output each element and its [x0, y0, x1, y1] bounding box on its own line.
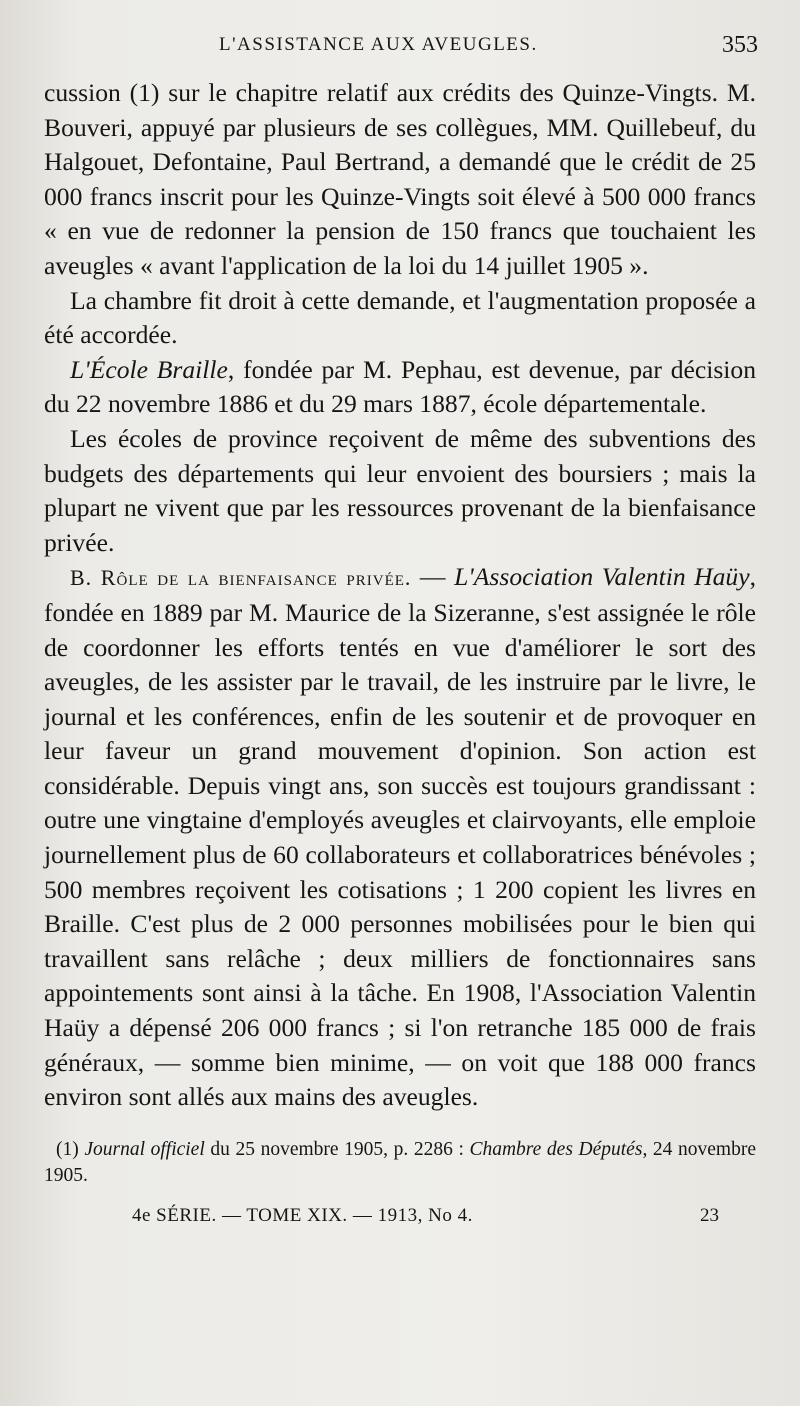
- running-head: [44, 30, 756, 76]
- footnote-journal: Journal officiel: [84, 1138, 205, 1160]
- footnote-text: du 25 novembre 1905, p. 2286 :: [204, 1138, 470, 1160]
- paragraph-3: [44, 353, 756, 422]
- body-text: [44, 76, 756, 1115]
- association-name: L'Association Valentin Haüy: [454, 562, 750, 592]
- paragraph-2: La chambre fit droit à cette demande, et l'augmentation proposée a été accordée.: [44, 285, 756, 350]
- footnote-chambre: Chambre des Députés: [469, 1138, 643, 1160]
- paragraph-4: Les écoles de province reçoivent de même des subventions des budgets des départements qui leur envoient des boursiers ; mais la plupart ne vivent que par les ressources provenant de la bienfaisance privée.: [44, 423, 756, 557]
- section-dash: —: [411, 562, 455, 592]
- sheet-number: 23: [700, 1204, 719, 1226]
- paragraph-5-text: , fondée en 1889 par M. Maurice de la Sizeranne, s'est assignée le rôle de coordonner les efforts tentés en vue d'améliorer le sort des aveugles, de les assister par le travail, de les instruire par le livre, le journal et les conférences, enfin de les soutenir et de provoquer en leur faveur un grand mouvement d'opinion. Son action est considérable. Depuis vingt ans, son succès est toujours grandissant : outre une vingtaine d'employés aveugles et clairvoyants, elle emploie journellement plus de 60 collaborateurs et collaboratrices bénévoles ; 500 membres reçoivent les cotisations ; 1 200 copient les livres en Braille. C'est plus de 2 000 personnes mobilisées pour le bien qui travaillent sans relâche ; deux milliers de fonctionnaires sans appointements sont ainsi à la tâche. En 1908, l'Association Valentin Haüy a dépensé 206 000 francs ; si l'on retranche 185 000 de frais généraux, — somme bien minime, — on voit que 188 000 francs environ sont allés aux mains des aveugles.: [44, 562, 756, 1112]
- paragraph-3-text: , fondée par M. Pephau, est devenue, par décision du 22 novembre 1886 et du 29 mars 1887, école départementale.: [44, 354, 756, 419]
- footnote: [44, 1137, 756, 1189]
- paragraph-1: cussion (1) sur le chapitre relatif aux crédits des Quinze-Vingts. M. Bouveri, appuyé par plusieurs de ses collègues, MM. Quillebeuf, du Halgouet, Defontaine, Paul Bertrand, a demandé que le crédit de 25 000 francs inscrit pour les Quinze-Vingts soit élevé à 500 000 francs « en vue de redonner la pension de 150 francs que touchaient les aveugles « avant l'application de la loi du 14 juillet 1905 ».: [44, 78, 756, 280]
- footnote-date: , 24 novembre 1905.: [44, 1138, 756, 1186]
- page-footer: [44, 1203, 756, 1233]
- ecole-braille-name: L'École Braille: [70, 354, 228, 384]
- series-info: 4e SÉRIE. — TOME XIX. — 1913, No 4.: [132, 1204, 473, 1226]
- running-title: L'ASSISTANCE AUX AVEUGLES.: [219, 34, 538, 55]
- footnote-marker: (1): [56, 1138, 85, 1160]
- section-heading: B. Rôle de la bienfaisance privée.: [70, 565, 412, 591]
- page-number: 353: [722, 32, 758, 58]
- paragraph-5: [44, 560, 756, 1115]
